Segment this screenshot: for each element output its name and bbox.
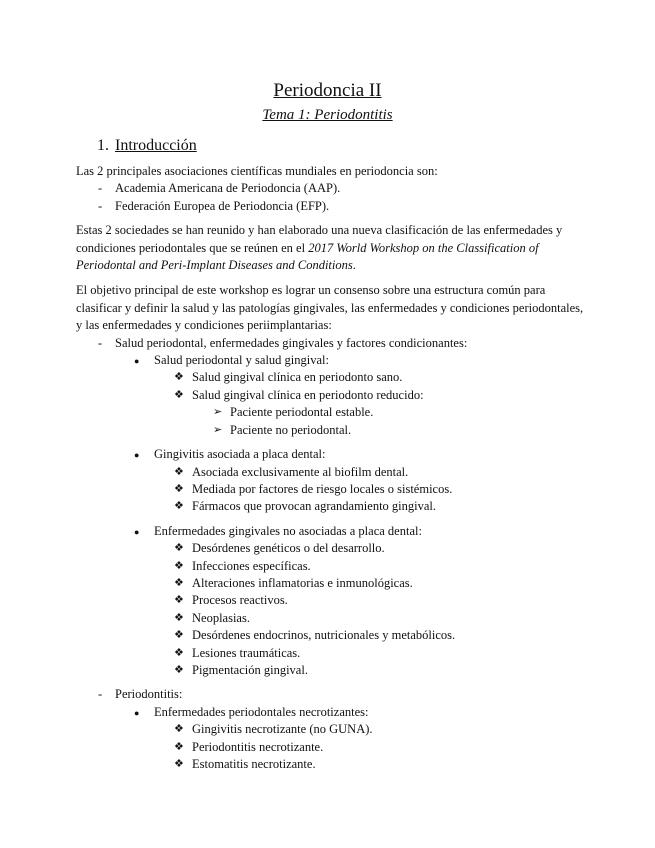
list-item xyxy=(76,756,586,773)
list-item-text: Paciente periodontal estable. xyxy=(230,405,374,420)
diamond-marker: ❖ xyxy=(174,611,184,624)
diamond-marker: ❖ xyxy=(174,388,184,401)
list-item xyxy=(76,446,586,463)
list-item-text: Estomatitis necrotizante. xyxy=(192,757,316,771)
arrow-marker: ➢ xyxy=(213,423,223,436)
list-item-text: Paciente no periodontal. xyxy=(230,422,352,437)
diamond-marker: ❖ xyxy=(174,500,184,513)
list-item-text: Gingivitis necrotizante (no GUNA). xyxy=(192,722,373,737)
workshop-name: 2017 World Workshop on the Classification of Periodontal and Peri-Implant Diseases and Conditions xyxy=(76,240,539,273)
list-item xyxy=(76,369,586,386)
dash-marker: - xyxy=(98,181,103,196)
paragraph-text: Estas 2 sociedades se han reunido y han elaborado una nueva clasificación de las enfermedades y condiciones periodontales que se reúnen en el xyxy=(76,223,563,255)
bullet-marker: ● xyxy=(134,707,140,718)
page-subtitle: Tema 1: Periodontitis xyxy=(262,107,393,123)
list-item xyxy=(76,422,586,439)
list-item xyxy=(76,481,586,498)
section-heading xyxy=(97,137,197,155)
diamond-marker: ❖ xyxy=(174,482,184,495)
list-item xyxy=(76,610,586,627)
list-item-text: Pigmentación gingival. xyxy=(192,662,308,677)
list-item xyxy=(76,404,586,421)
diamond-marker: ❖ xyxy=(174,371,184,384)
diamond-marker: ❖ xyxy=(174,629,184,642)
dash-marker: - xyxy=(98,198,103,213)
list-item xyxy=(76,739,586,756)
list-item xyxy=(76,575,586,592)
diamond-marker: ❖ xyxy=(174,663,184,676)
list-item xyxy=(76,721,586,738)
list-item-text: Infecciones específicas. xyxy=(192,558,311,573)
document-body xyxy=(76,163,586,773)
page-title: Periodoncia II xyxy=(273,80,382,101)
list-item xyxy=(76,198,586,215)
diamond-marker: ❖ xyxy=(174,465,184,478)
list-item-text: Neoplasias. xyxy=(192,610,250,625)
list-item xyxy=(76,558,586,575)
list-item-text: Desórdenes endocrinos, nutricionales y metabólicos. xyxy=(192,628,456,643)
arrow-marker: ➢ xyxy=(213,406,223,419)
list-item-text: Desórdenes genéticos o del desarrollo. xyxy=(192,541,385,556)
list-item-text: Fármacos que provocan agrandamiento gingival. xyxy=(192,499,437,514)
diamond-marker: ❖ xyxy=(174,723,184,736)
list-item-text: Periodontitis necrotizante. xyxy=(192,739,324,754)
list-item xyxy=(76,352,586,369)
paragraph-text: . xyxy=(352,258,356,273)
list-item-text: Federación Europea de Periodoncia (EFP). xyxy=(115,198,330,213)
intro-paragraph: Las 2 principales asociaciones científicas mundiales en periodoncia son: xyxy=(76,164,438,178)
list-item-text: Gingivitis asociada a placa dental: xyxy=(154,447,326,462)
list-item xyxy=(76,498,586,515)
diamond-marker: ❖ xyxy=(174,594,184,607)
diamond-marker: ❖ xyxy=(174,559,184,572)
list-item xyxy=(76,387,586,404)
bullet-marker: ● xyxy=(134,356,140,367)
list-item-text: Academia Americana de Periodoncia (AAP). xyxy=(115,181,341,196)
list-item xyxy=(76,662,586,679)
list-item-text: Procesos reactivos. xyxy=(192,593,288,608)
list-item-text: Salud periodontal y salud gingival: xyxy=(154,353,329,368)
diamond-marker: ❖ xyxy=(174,576,184,589)
list-item xyxy=(76,686,586,703)
diamond-marker: ❖ xyxy=(174,758,184,770)
diamond-marker: ❖ xyxy=(174,740,184,753)
list-item-text: Salud gingival clínica en periodonto reducido: xyxy=(192,387,424,402)
list-item xyxy=(76,627,586,644)
bullet-marker: ● xyxy=(134,526,140,537)
diamond-marker: ❖ xyxy=(174,542,184,555)
bullet-marker: ● xyxy=(134,450,140,461)
list-item-text: Enfermedades periodontales necrotizantes: xyxy=(154,704,369,719)
list-item xyxy=(76,523,586,540)
list-item-text: Alteraciones inflamatorias e inmunológicas. xyxy=(192,575,413,590)
list-item-text: Salud periodontal, enfermedades gingivales y factores condicionantes: xyxy=(115,335,468,350)
list-item xyxy=(76,592,586,609)
objective-paragraph: El objetivo principal de este workshop es lograr un consenso sobre una estructura común para clasificar y definir la salud y las patologías gingivales, las enfermedades y condiciones periodontales, y las enfermedades y condiciones periimplantarias: xyxy=(76,283,584,333)
list-item-text: Mediada por factores de riesgo locales o sistémicos. xyxy=(192,481,453,496)
list-item xyxy=(76,645,586,662)
section-number: 1. xyxy=(97,137,109,154)
list-item-text: Asociada exclusivamente al biofilm dental. xyxy=(192,464,409,479)
dash-marker: - xyxy=(98,687,103,702)
workshop-paragraph xyxy=(76,222,586,274)
diamond-marker: ❖ xyxy=(174,646,184,659)
list-item xyxy=(76,464,586,481)
section-title: Introducción xyxy=(115,137,197,154)
list-item xyxy=(76,704,586,721)
list-item xyxy=(76,335,586,352)
list-item-text: Salud gingival clínica en periodonto sano. xyxy=(192,370,403,385)
list-item-text: Enfermedades gingivales no asociadas a placa dental: xyxy=(154,523,422,538)
list-item xyxy=(76,180,586,197)
list-item-text: Lesiones traumáticas. xyxy=(192,645,301,660)
list-item xyxy=(76,540,586,557)
dash-marker: - xyxy=(98,335,103,350)
list-item-text: Periodontitis: xyxy=(115,687,183,702)
